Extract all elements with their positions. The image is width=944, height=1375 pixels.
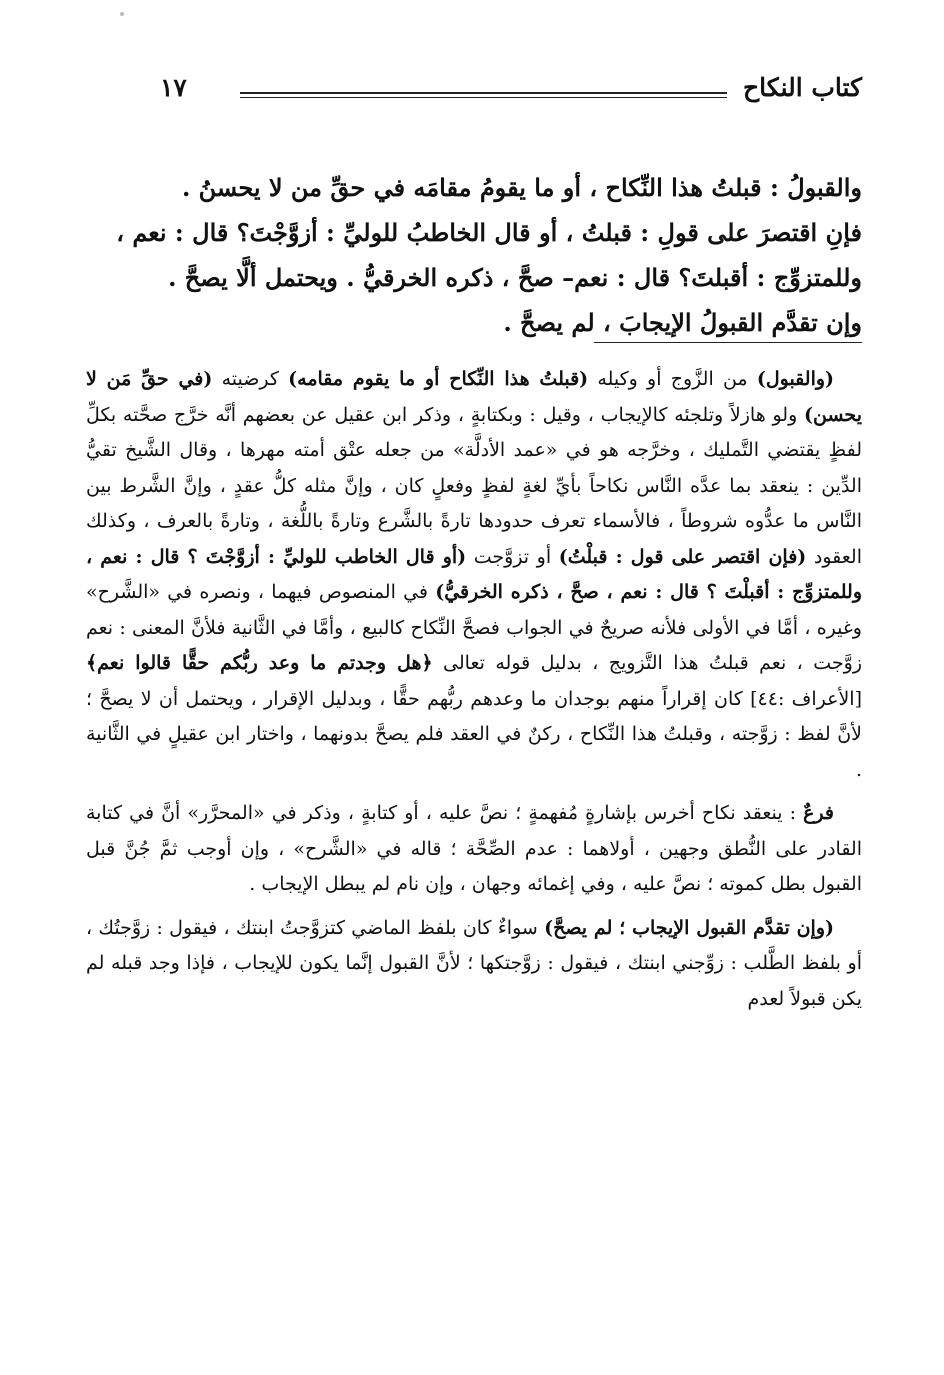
commentary-text: من الزَّوج أو وكيله: [588, 368, 757, 390]
matn-line: وإن تقدَّم القبولُ الإيجابَ ، لم يصحَّ .: [503, 308, 862, 337]
commentary-text: كرضيته: [212, 368, 289, 390]
quoted-matn: (أو قال الخاطب للوليِّ : أزوَّجْتَ ؟ قال : نعم ، وللمتزوِّج : أقبلْتَ ؟ قال : نعم ، صحَّ ، ذكره الخرقيُّ): [86, 545, 862, 603]
commentary-paragraph: [86, 911, 862, 1018]
commentary-text: : ينعقد نكاح أخرس بإشارةٍ مُفهمةٍ ؛ نصَّ عليه ، أو كتابةٍ ، وذكر في «المحرَّر» أنَّ في كتابة القادر على النُّطق وجهين ، أولاهما : عدم الصِّحَّة ؛ قاله في «الشَّرح» ، وإن أوجب ثمَّ جُنَّ قبل القبول بطل كموته ؛ نصَّ عليه ، وفي إغمائه وجهان ، وإن نام لم يبطل الإيجاب .: [86, 802, 862, 895]
quoted-matn: (في حقِّ مَن لا يحسن): [86, 368, 862, 426]
commentary-text: ولو هازلاً وتلجئه كالإيجاب ، وقيل : وبكتابةٍ ، وذكر ابن عقيل عن بعضهم أنَّه خرَّج صحَّته بكلِّ لفظٍ يقتضي التَّمليك ، وخرَّجه هو في «عمد الأدلَّة» من جعله عتْق أمته مهرها ، وقال الشَّيخ تقيُّ الدِّين : ينعقد بما عدَّه النَّاس نكاحاً بأيِّ لغةٍ لفظٍ وفعلٍ كان ، وإنَّ مثله كلُّ عقدٍ ، وإنَّ الشَّرط بين النَّاس ما عدُّوه شروطاً ، فالأسماء تعرف حدودها تارةً بالشَّرع وتارةً باللُّغة ، وتارةً بالعرف ، وكذلك العقود: [86, 403, 862, 568]
commentary-text: [الأعراف :٤٤] كان إقراراً منهم بوجدان ما وعدهم ربُّهم حقًّا ، وبدليل الإقرار ، ويحتمل أن لا يصحَّ ؛ لأنَّ لفظ : زوَّجته ، وقبلتُ هذا النِّكاح ، ركنٌ في العقد فلم يصحَّ بدونهما ، واختار ابن عقيلٍ في الثَّانية .: [86, 687, 863, 781]
quoted-matn: (وإن تقدَّم القبول الإيجاب ؛ لم يصحَّ): [544, 916, 834, 939]
quoted-matn: (فإن اقتصر على قول : قبلْتُ): [558, 545, 807, 568]
commentary-text: أو تزوَّجت: [466, 545, 559, 568]
subsection-label: فرعٌ: [803, 802, 834, 824]
commentary-paragraph: [86, 362, 862, 788]
matn-line: فإنِ اقتصرَ على قولِ : قبلتُ ، أو قال الخاطبُ للوليِّ : أزوَّجْتَ؟ قال : نعم ،: [116, 218, 862, 247]
running-header: [140, 68, 862, 108]
commentary-paragraph: [86, 796, 862, 903]
matn-line: وللمتزوِّج : أقبلتَ؟ قال : نعم– صحَّ ، ذكره الخرقيُّ . ويحتمل ألَّا يصحَّ .: [168, 263, 862, 292]
book-title: كتاب النكاح: [743, 73, 862, 102]
commentary: [86, 362, 862, 1025]
quran-verse: ﴿هل وجدتم ما وعد ربُّكم حقًّا قالوا نعم﴾: [86, 652, 433, 674]
matn-separator: [594, 342, 862, 343]
header-rule: [240, 92, 727, 98]
quoted-matn: (قبلتُ هذا النِّكاح أو ما يقوم مقامه): [288, 368, 589, 390]
page-number: ١٧: [160, 73, 187, 102]
quoted-matn: (والقبول): [756, 368, 835, 390]
matn-line: والقبولُ : قبلتُ هذا النِّكاح ، أو ما يقومُ مقامَه في حقِّ من لا يحسنُ .: [181, 173, 862, 202]
commentary-text: سواءٌ كان بلفظ الماضي كتزوَّجتُ ابنتك ، فيقول : زوَّجتُك ، أو بلفظ الطَّلب : زوِّجني ابنتك ، فيقول : زوَّجتكها ؛ لأنَّ القبول إنَّما يكون للإيجاب ، فإذا وجد قبله لم يكن قبولاً لعدم: [86, 916, 862, 1010]
matn-text: [86, 165, 862, 345]
commentary-text: في المنصوص فيهما ، ونصره في «الشَّرح» وغيره ، أمَّا في الأولى فلأنه صريحٌ في الجواب فصحَّ النِّكاح كالبيع ، وأمَّا في الثَّانية فلأنَّ المعنى : نعم زوَّجت ، نعم قبلتُ هذا التَّزويج ، بدليل قوله تعالى: [86, 581, 862, 674]
scan-speck: [120, 12, 124, 16]
